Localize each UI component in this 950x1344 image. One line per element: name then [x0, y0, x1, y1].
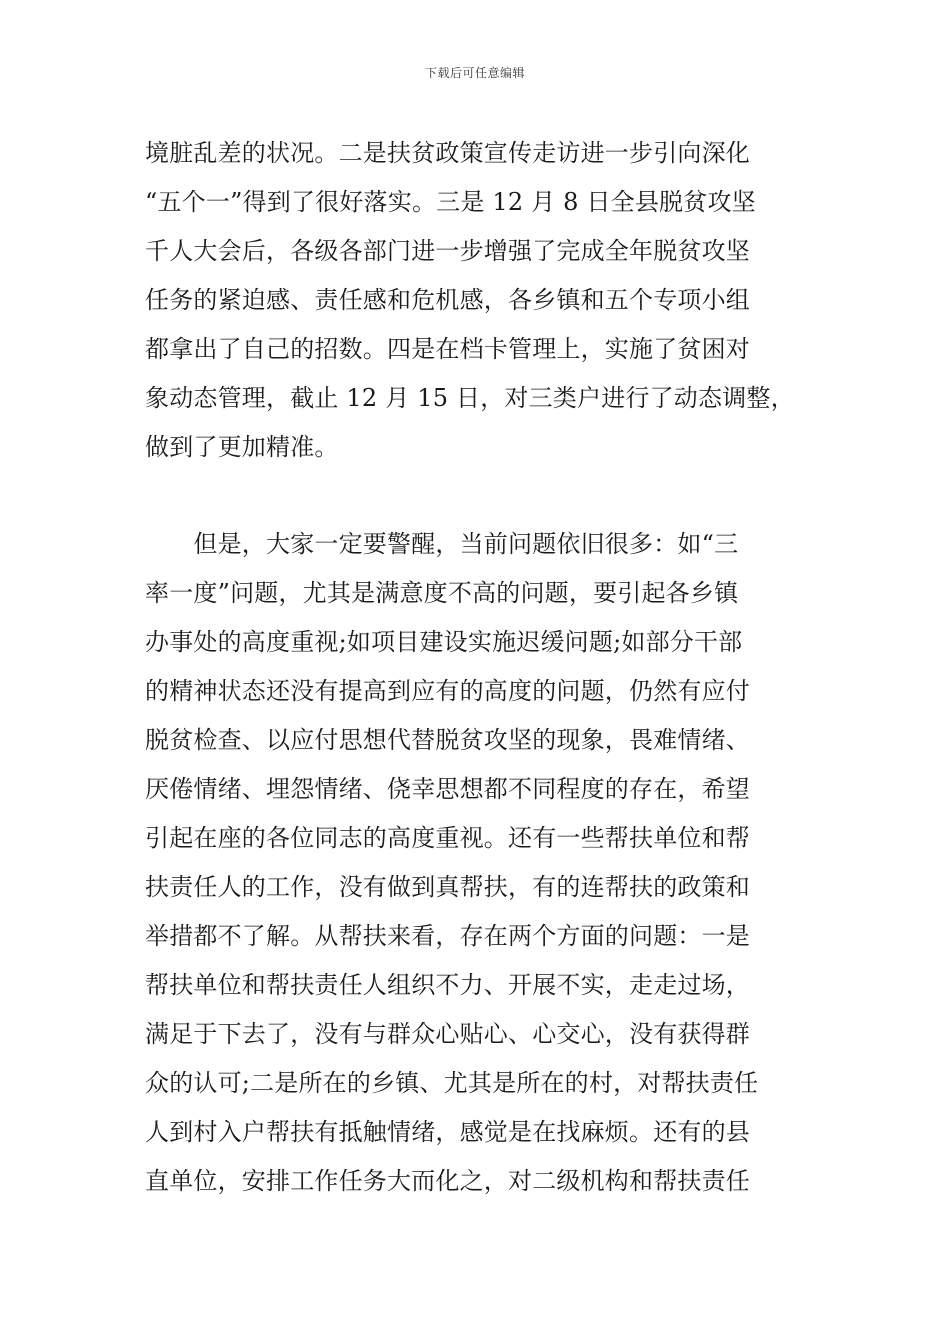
text-line: 但是，大家一定要警醒，当前问题依旧很多：如“三	[145, 530, 739, 558]
text-line: 直单位，安排工作任务大而化之，对二级机构和帮扶责任	[145, 1167, 750, 1195]
text-line: “五个一”得到了很好落实。三是 12 月 8 日全县脱贫攻坚	[145, 188, 756, 216]
text-line: 众的认可;二是所在的乡镇、尤其是所在的村，对帮扶责任	[145, 1069, 759, 1097]
text-line: 境脏乱差的状况。二是扶贫政策宣传走访进一步引向深化	[145, 139, 750, 167]
text-line: 满足于下去了，没有与群众心贴心、心交心，没有获得群	[145, 1020, 750, 1048]
text-line: 象动态管理，截止 12 月 15 日，对三类户进行了动态调整，	[145, 384, 795, 412]
text-line: 千人大会后，各级各部门进一步增强了完成全年脱贫攻坚	[145, 237, 750, 265]
paragraph-2	[145, 520, 810, 1206]
text-line: 人到村入户帮扶有抵触情绪，感觉是在找麻烦。还有的县	[145, 1118, 750, 1146]
text-line: 都拿出了自己的招数。四是在档卡管理上，实施了贫困对	[145, 335, 750, 363]
text-line: 率一度”问题，尤其是满意度不高的问题，要引起各乡镇	[145, 579, 739, 607]
text-line: 做到了更加精准。	[145, 433, 339, 461]
paragraph-1	[145, 129, 810, 472]
page-header: 下载后可任意编辑	[424, 66, 525, 80]
text-line: 举措都不了解。从帮扶来看，存在两个方面的问题：一是	[145, 922, 750, 950]
text-line: 的精神状态还没有提高到应有的高度的问题，仍然有应付	[145, 677, 750, 705]
text-line: 任务的紧迫感、责任感和危机感，各乡镇和五个专项小组	[145, 286, 750, 314]
text-line: 办事处的高度重视;如项目建设实施迟缓问题;如部分干部	[145, 628, 743, 656]
text-line: 扶责任人的工作，没有做到真帮扶，有的连帮扶的政策和	[145, 873, 750, 901]
text-line: 脱贫检查、以应付思想代替脱贫攻坚的现象，畏难情绪、	[145, 726, 750, 754]
text-line: 引起在座的各位同志的高度重视。还有一些帮扶单位和帮	[145, 824, 750, 852]
text-line: 帮扶单位和帮扶责任人组织不力、开展不实，走走过场，	[145, 971, 750, 999]
text-line: 厌倦情绪、埋怨情绪、侥幸思想都不同程度的存在，希望	[145, 775, 750, 803]
